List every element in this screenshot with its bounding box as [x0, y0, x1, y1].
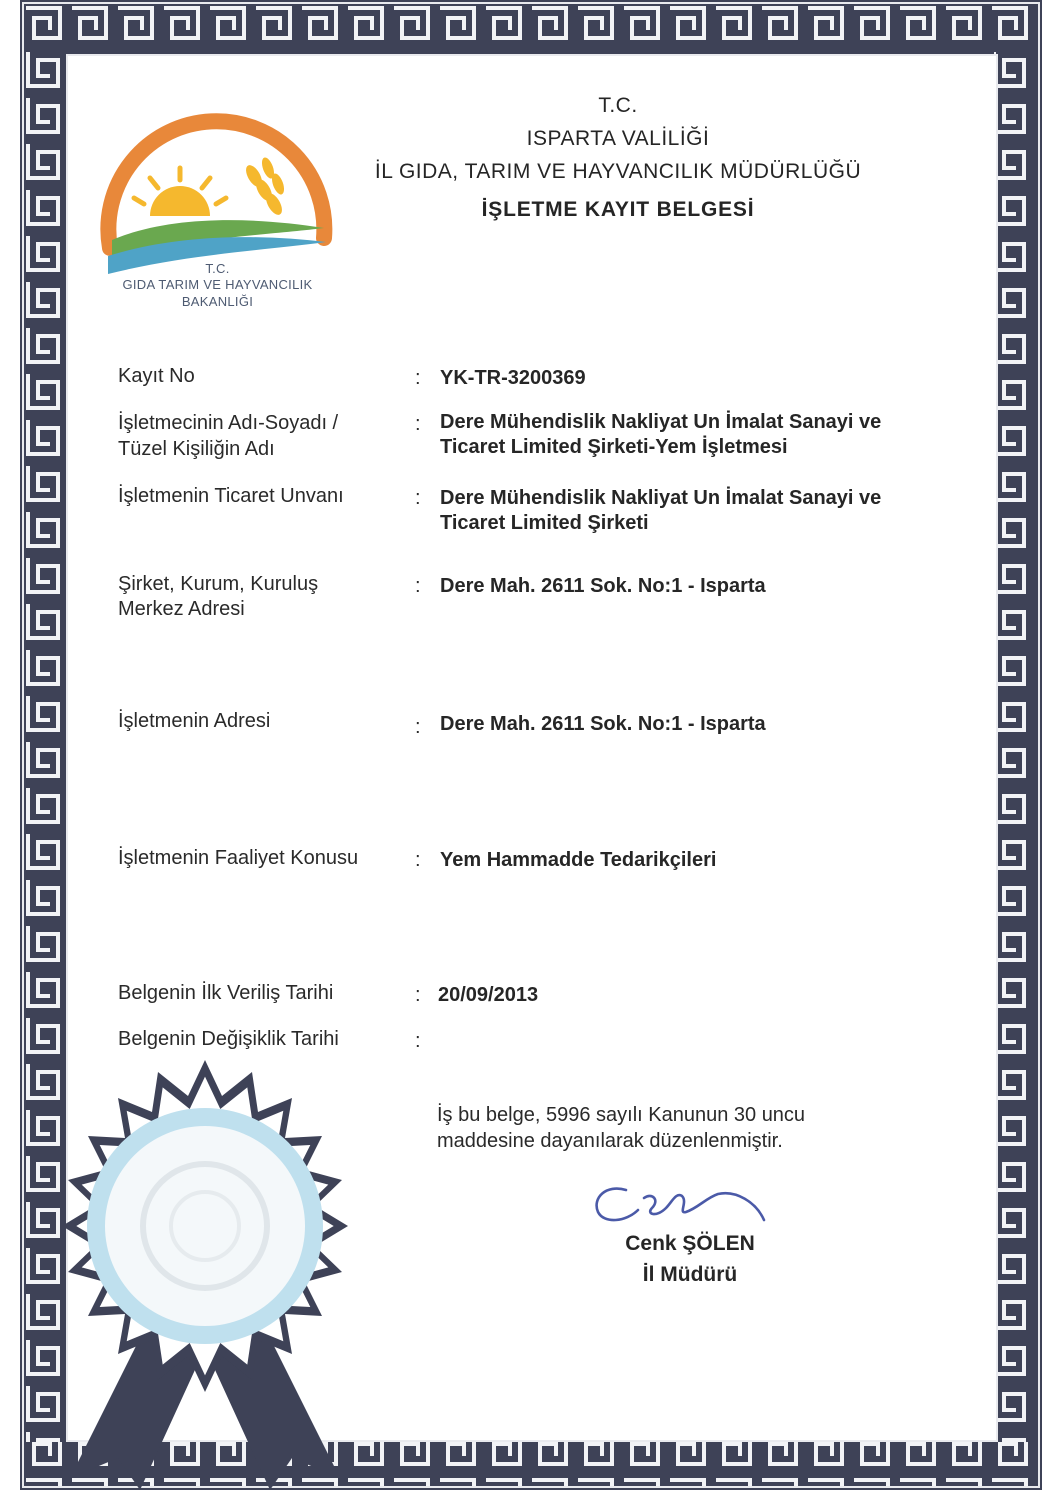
header-valilik: ISPARTA VALİLİĞİ: [526, 127, 710, 150]
label-ilk-verilis: Belgenin İlk Veriliş Tarihi: [118, 982, 334, 1004]
label-ticaret-unvani: İşletmenin Ticaret Unvanı: [118, 485, 344, 507]
colon: :: [415, 716, 421, 738]
value-merkez-adresi: Dere Mah. 2611 Sok. No:1 - Isparta: [440, 575, 766, 597]
colon: :: [415, 849, 421, 871]
signature-icon: [586, 1178, 776, 1238]
label-merkez-adresi-line1: Şirket, Kurum, Kuruluş: [118, 573, 319, 595]
logo-text-ministry: GIDA TARIM VE HAYVANCILIK: [122, 277, 313, 292]
colon: :: [415, 575, 421, 597]
logo-text-tc: T.C.: [205, 261, 230, 276]
value-ilk-verilis: 20/09/2013: [438, 984, 539, 1006]
colon: :: [415, 1030, 421, 1052]
value-isletmeci-line2: Ticaret Limited Şirketi-Yem İşletmesi: [440, 436, 788, 458]
colon: :: [415, 413, 421, 435]
label-merkez-adresi-line2: Merkez Adresi: [118, 598, 245, 620]
logo-text-bakanlik: BAKANLIĞI: [181, 294, 254, 309]
label-isletmeci-line2: Tüzel Kişiliğin Adı: [118, 438, 275, 460]
document-title: İŞLETME KAYIT BELGESİ: [481, 198, 755, 221]
header-mudurluk: İL GIDA, TARIM VE HAYVANCILIK MÜDÜRLÜĞÜ: [374, 160, 862, 183]
value-ticaret-unvani-line2: Ticaret Limited Şirketi: [440, 512, 649, 534]
signer-name: Cenk ŞÖLEN: [625, 1232, 755, 1255]
value-kayit-no: YK-TR-3200369: [440, 367, 586, 389]
label-isletmeci-line1: İşletmecinin Adı-Soyadı /: [118, 412, 339, 434]
value-faaliyet: Yem Hammadde Tedarikçileri: [440, 849, 717, 871]
value-isletme-adresi: Dere Mah. 2611 Sok. No:1 - Isparta: [440, 713, 766, 735]
colon: :: [415, 367, 421, 389]
header-tc: T.C.: [598, 94, 638, 117]
label-isletme-adresi: İşletmenin Adresi: [118, 710, 271, 732]
colon: :: [415, 487, 421, 509]
colon: :: [415, 984, 421, 1006]
legal-note: [437, 1102, 877, 1154]
value-isletmeci-line1: Dere Mühendislik Nakliyat Un İmalat Sanayi ve: [440, 411, 882, 433]
signer-title: İl Müdürü: [642, 1263, 738, 1286]
label-degisiklik: Belgenin Değişiklik Tarihi: [118, 1028, 339, 1050]
legal-note-line1: İş bu belge, 5996 sayılı Kanunun 30 uncu: [437, 1104, 806, 1126]
seal-rosette-icon: [30, 1058, 380, 1490]
value-ticaret-unvani-line1: Dere Mühendislik Nakliyat Un İmalat Sanayi ve: [440, 487, 882, 509]
label-kayit-no: Kayıt No: [118, 365, 195, 387]
legal-note-line2: maddesine dayanılarak düzenlenmiştir.: [437, 1130, 783, 1152]
label-faaliyet: İşletmenin Faaliyet Konusu: [118, 847, 359, 869]
